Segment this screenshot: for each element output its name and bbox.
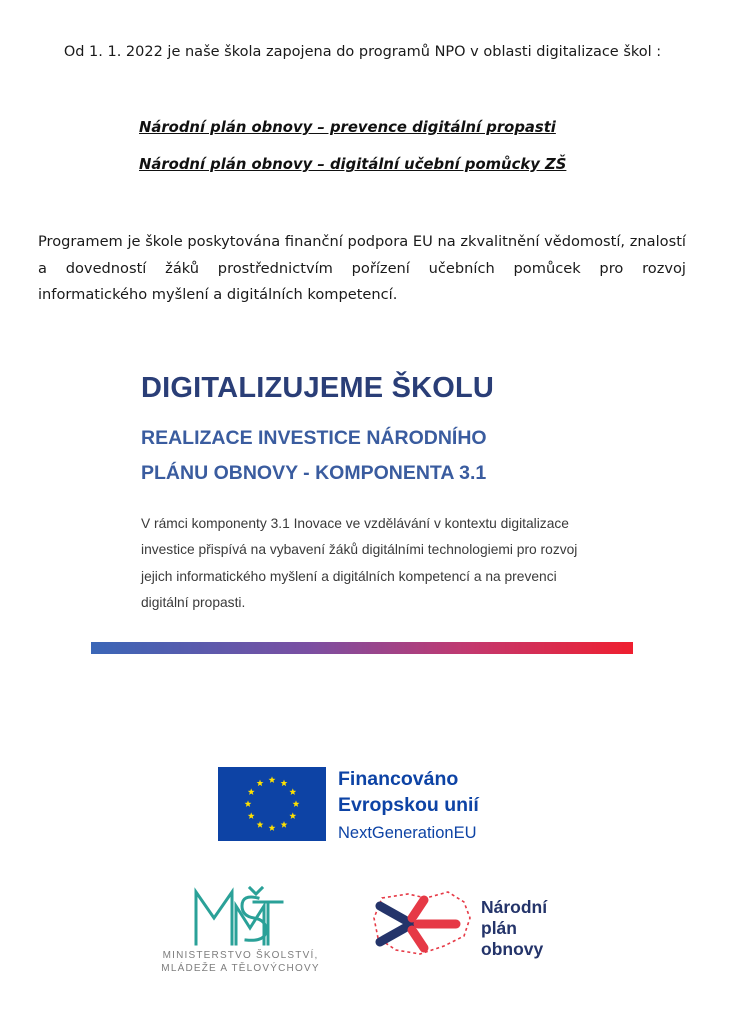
msmt-logo-line2: MLÁDEŽE A TĚLOVÝCHOVY [161,963,320,974]
banner-title: DIGITALIZUJEME ŠKOLU [141,372,495,404]
eu-logo-line1: Financováno [338,768,459,790]
eu-logo-line3: NextGenerationEU [338,824,477,842]
banner-subtitle-line2: PLÁNU OBNOVY - KOMPONENTA 3.1 [141,462,487,484]
program-link-pomucky[interactable]: Národní plán obnovy – digitální učební pomůcky ZŠ [139,156,567,173]
banner-subtitle-line1: REALIZACE INVESTICE NÁRODNÍHO [141,427,487,449]
npo-logo-line3: obnovy [481,939,544,959]
msmt-logo-line1: MINISTERSTVO ŠKOLSTVÍ, [162,950,319,961]
eu-logo-line2: Evropskou unií [338,794,479,816]
program-paragraph: Programem je škole poskytována finanční podpora EU na zkvalitnění vědomostí, znalostí a dovedností žáků prostřednictvím pořízení učebních pomůcek pro rozvoj informatického myšlení a digitálních kompetencí. [38,233,686,303]
eu-flag-icon [218,767,326,841]
banner-text: V rámci komponenty 3.1 Inovace ve vzdělávání v kontextu digitalizace investice přispívá na vybavení žáků digitálními technologiemi pro rozvoj jejich informatického myšlení a digitálních kompetencí a na prevenci digitální propasti. [141,516,578,611]
intro-text: Od 1. 1. 2022 je naše škola zapojena do programů NPO v oblasti digitalizace škol : [63,44,662,60]
npo-logo-line2: plán [481,918,517,938]
npo-arrow-icon [368,884,478,964]
msmt-monogram-icon [192,884,284,946]
program-link-prevence[interactable]: Národní plán obnovy – prevence digitální propasti [139,119,556,136]
npo-logo-line1: Národní [481,897,548,917]
gradient-divider [91,642,633,654]
